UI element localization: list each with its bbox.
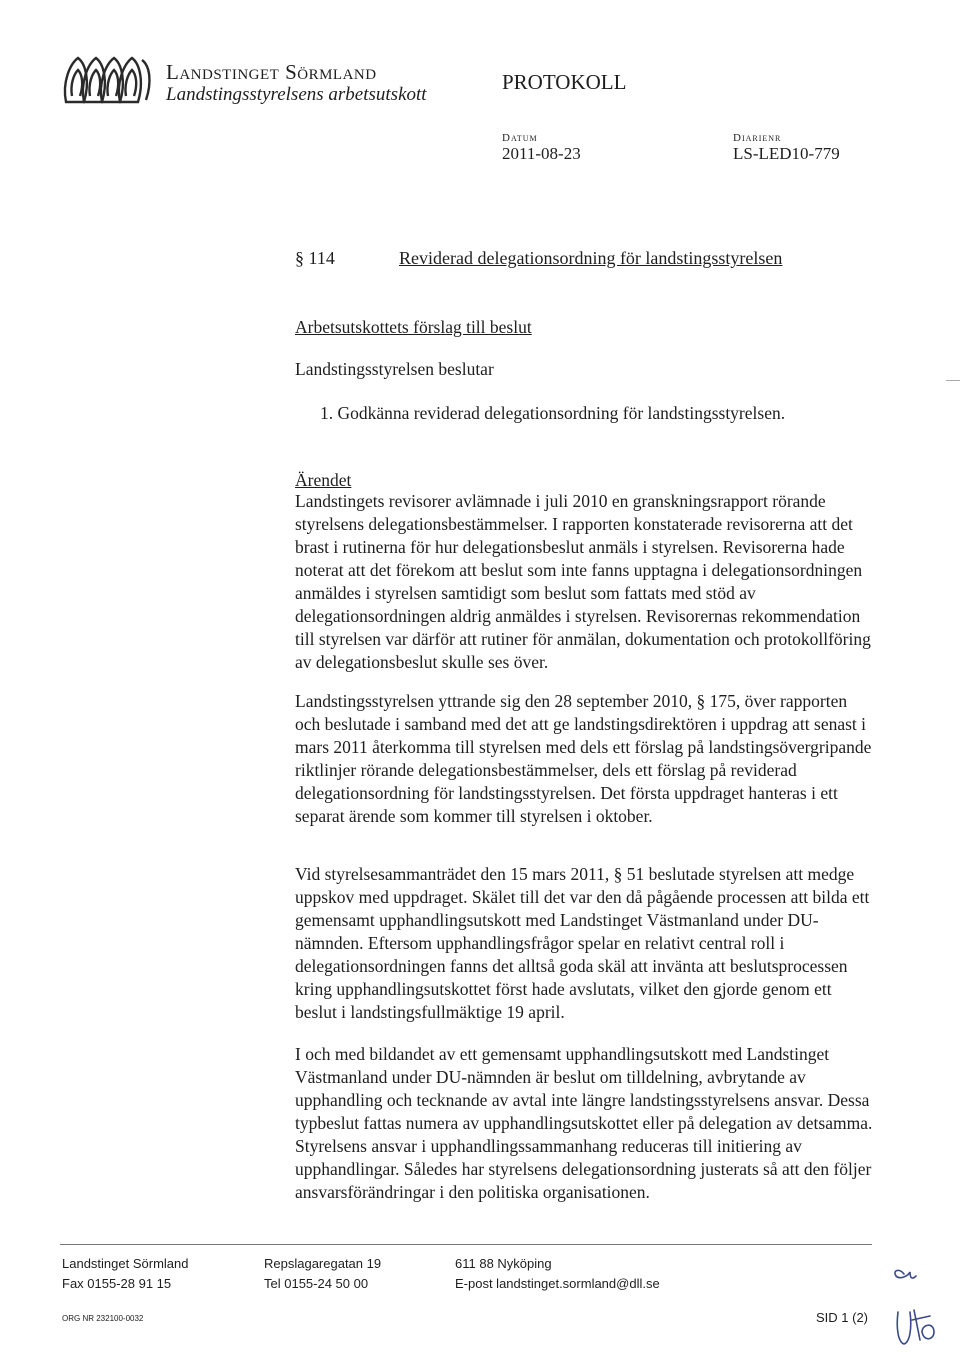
arendet-paragraph-3: Vid styrelsesammanträdet den 15 mars 2011, § 51 beslutade styrelsen att medge uppskov med uppdraget. Skälet till det var den då pågående processen att bilda ett gemensamt upphandlingsutskott med Landstinget Västmanland under DU-nämnden. Eftersom upphandlingsfrågor spelar en relativt central roll i delegationsordningen fanns det alltså goda skäl att invänta att beslutsprocessen kring upphandlingsutskottet först hade avslutats, vilket den gjorde genom ett beslut i landstingsfullmäktige 19 april. (295, 864, 870, 1022)
footer-org: Landstinget Sörmland (62, 1256, 189, 1271)
diarienr-label: Diarienr (733, 132, 782, 144)
arendet-paragraph-1: Landstingets revisorer avlämnade i juli 2010 en granskningsrapport rörande styrelsens delegationsbestämmelser. I rapporten konstaterade revisorerna att det brast i rutinerna för hur delegationsbeslut anmäls i styrelsen. Revisorerna hade noterat att det förekom att beslut som inte fanns upptagna i delegationsordningen anmäldes i styrelsen samtidigt som beslut som fattats med stöd av delegationsordningen aldrig anmäldes i styrelsen. Revisorernas rekommendation till styrelsen var därför att rutiner för anmälan, dokumentation och protokollföring av delegationsbeslut skulle ses över. (295, 491, 871, 672)
scan-edge-mark (946, 380, 960, 381)
document-type: PROTOKOLL (502, 70, 627, 94)
paragraph-title: Reviderad delegationsordning för landstingsstyrelsen (399, 248, 783, 268)
proposal-intro: Landstingsstyrelsen beslutar (295, 359, 494, 379)
org-name: Landstinget Sörmland (166, 60, 377, 84)
footer-divider (60, 1244, 872, 1245)
arendet-paragraph-4: I och med bildandet av ett gemensamt upphandlingsutskott med Landstinget Västmanland under DU-nämnden är beslut om tilldelning, avbrytande av upphandling och tecknande av avtal inte längre landstingsstyrelsens ansvar. Dessa typbeslut fattas numera av upphandlingsutskottet eller på delegation av detsamma. Styrelsens ansvar i upphandlingssammanhang reduceras till initiering av upphandlingar. Således har styrelsens delegationsordning justerats så att den följer ansvarsförändringar i den politiska organisationen. (295, 1044, 873, 1202)
datum-value: 2011-08-23 (502, 144, 581, 163)
paragraph-number: § 114 (295, 248, 335, 268)
handwritten-initials (886, 1262, 946, 1352)
arendet-heading: Ärendet (295, 470, 352, 490)
landstinget-logo (60, 52, 156, 106)
proposal-heading: Arbetsutskottets förslag till beslut (295, 317, 532, 337)
footer-fax: Fax 0155-28 91 15 (62, 1276, 172, 1291)
arendet-paragraph-2: Landstingsstyrelsen yttrande sig den 28 september 2010, § 175, över rapporten och beslutade i samband med det att ge landstingsdirektören i uppdrag att senast i mars 2011 återkomma till styrelsen med dels ett förslag på landstingsövergripande riktlinjer rörande delegationsbestämmelser, dels ett förslag på reviderad delegationsordning för landstingsstyrelsen. Det första uppdraget hanteras i ett separat ärende som kommer till styrelsen i oktober. (295, 691, 872, 826)
footer-tel: Tel 0155-24 50 00 (264, 1276, 369, 1291)
diarienr-value: LS-LED10-779 (733, 144, 840, 163)
datum-label: Datum (502, 132, 538, 144)
page-number: SID 1 (2) (816, 1310, 869, 1325)
footer-postal: 611 88 Nyköping (455, 1256, 552, 1271)
footer-address: Repslagaregatan 19 (264, 1256, 382, 1271)
proposal-item-1: 1. Godkänna reviderad delegationsordning för landstingsstyrelsen. (320, 403, 786, 423)
footer-org-nr: ORG NR 232100-0032 (62, 1314, 144, 1323)
org-subtitle: Landstingsstyrelsens arbetsutskott (166, 84, 427, 105)
footer-email: E-post landstinget.sormland@dll.se (455, 1276, 660, 1291)
